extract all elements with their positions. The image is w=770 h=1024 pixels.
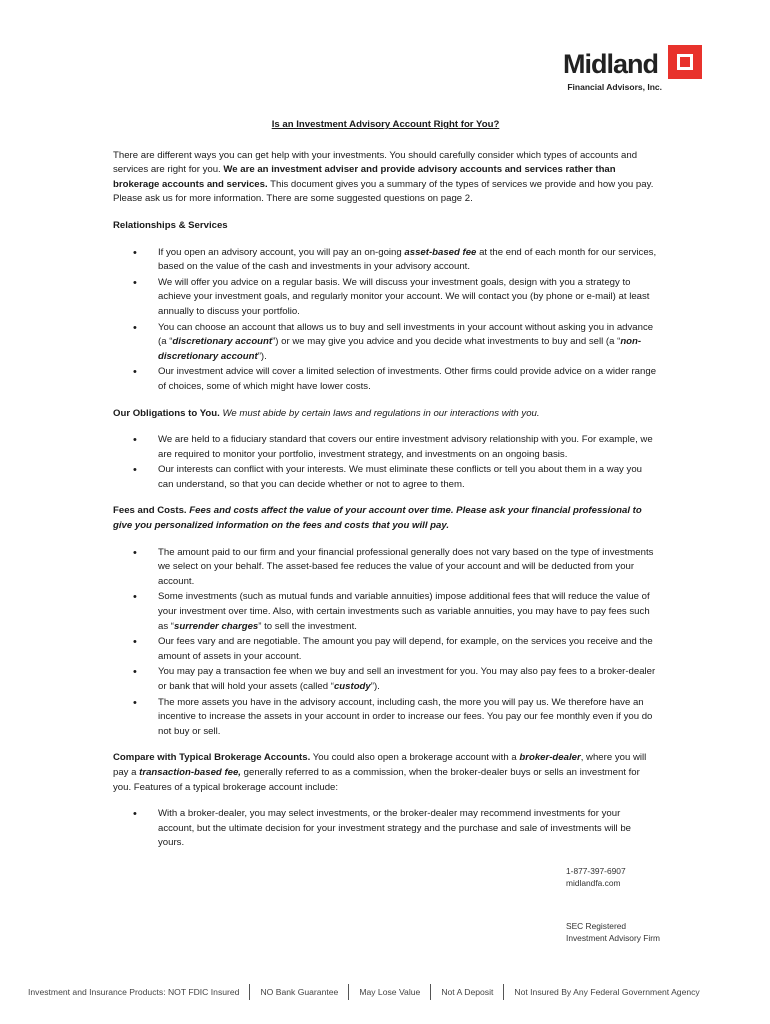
list-item: • The more assets you have in the advisory account, including cash, the more you will pay us. We therefore have an incentive to increase the assets in your account in order to increase our fees. You pay our fee monthly even if you do not buy or sell. (113, 696, 658, 740)
item-text: ”). (370, 681, 380, 692)
item-text: If you open an advisory account, you will pay an on-going (158, 246, 405, 258)
compare-text: generally referred to as a commission, when the broker-dealer buys or sells an investment for you. Features of a typical brokerage account include: (113, 766, 640, 793)
footer-divider (249, 984, 250, 1000)
document-title: Is an Investment Advisory Account Right for You? (271, 119, 500, 130)
phone-number: 1-877-397-6907 (566, 866, 626, 876)
document-body (113, 118, 658, 863)
compare-heading: Compare with Typical Brokerage Accounts. (113, 752, 311, 764)
footer-item: Investment and Insurance Products: NOT FDIC Insured (28, 987, 240, 997)
item-text: ”). (257, 350, 267, 362)
list-item (113, 321, 658, 365)
item-text: at the end of each month for our services, based on the value of the cash and investments in your advisory account. (158, 246, 657, 273)
sec-registration (566, 920, 660, 944)
list-item: • We are held to a fiduciary standard that covers our entire investment advisory relationship with you. For example, we are required to monitor your portfolio, investment strategy, and investments on an ongoing basis. (113, 433, 658, 462)
item-emphasis: surrender charges (174, 620, 259, 632)
list-item: • The amount paid to our firm and your financial professional generally does not vary based on the type of investments we select on your behalf. The asset-based fee reduces the value of your account and will be deducted from your account. (113, 546, 658, 590)
item-emphasis: non-discretionary account (158, 336, 642, 362)
item-emphasis: custody (333, 681, 371, 692)
item-emphasis: asset-based fee (404, 246, 477, 258)
logo-wordmark: Midland (563, 49, 658, 79)
item-emphasis: discretionary account (172, 336, 273, 348)
relationships-heading: Relationships & Services (113, 219, 228, 231)
fees-list (113, 546, 658, 740)
fees-subtitle: Fees and costs affect the value of your account over time. Please ask your financial professional to give you personalized information on the fees and costs that you will pay. (113, 505, 642, 532)
footer-divider (348, 984, 349, 1000)
obligations-heading-line (113, 407, 658, 422)
list-item (113, 590, 658, 634)
item-text: You may pay a transaction fee when we buy and sell an investment for you. You may also pay fees to a broker-dealer or bank that will hold your assets (called “ (158, 666, 656, 692)
list-item: • With a broker-dealer, you may select investments, or the broker-dealer may recommend investments for your account, but the ultimate decision for your investment strategy and the purchase and sale of investments will be yours. (113, 807, 658, 851)
list-item: • Our fees vary and are negotiable. The amount you pay will depend, for example, on the services you receive and the amount of assets in your account. (113, 635, 658, 664)
compare-paragraph (113, 751, 658, 795)
sec-line-2: Investment Advisory Firm (566, 933, 661, 943)
footer-item: Not A Deposit (441, 987, 494, 997)
intro-paragraph (113, 149, 658, 207)
obligations-subtitle: We must abide by certain laws and regulations in our interactions with you. (219, 407, 540, 419)
footer-divider (430, 984, 431, 1000)
footer-item: May Lose Value (359, 987, 421, 997)
fees-heading-line (113, 504, 658, 533)
obligations-list (113, 433, 658, 492)
compare-emphasis: broker-dealer (519, 752, 581, 764)
contact-block (566, 865, 626, 889)
footer-divider (503, 984, 504, 1000)
compare-text: , where you will pay a (113, 752, 647, 778)
logo-square-icon (668, 45, 702, 79)
list-item: • Our interests can conflict with your interests. We must eliminate these conflicts or tell you about them in a way you can understand, so that you can decide whether or not to agree to them. (113, 463, 658, 492)
list-item: • Our investment advice will cover a limited selection of investments. Other firms could provide advice on a wider range of choices, some of which might have lower costs. (113, 365, 658, 394)
obligations-heading: Our Obligations to You. (113, 407, 220, 419)
compare-list (113, 807, 658, 851)
intro-bold: We are an investment adviser and provide advisory accounts and services rather than brokerage accounts and services. (113, 164, 616, 190)
company-logo (502, 45, 702, 95)
disclosure-footer (28, 984, 748, 1000)
item-text: You can choose an account that allows us to buy and sell investments in your account without asking you in advance (a “ (158, 321, 654, 348)
intro-text: There are different ways you can get help with your investments. You should carefully consider which types of accounts and services are right for you. (113, 149, 638, 176)
website-link[interactable]: midlandfa.com (566, 878, 621, 888)
footer-item: Not Insured By Any Federal Government Agency (514, 987, 700, 997)
item-text: ”) or we may give you advice and you decide what investments to buy and sell (a “ (272, 336, 621, 348)
intro-text-2: This document gives you a summary of the types of services we provide and how you pay. Please ask us for more information. There are some suggested questions on page 2. (113, 178, 654, 205)
relationships-list (113, 246, 658, 395)
sec-line-1: SEC Registered (566, 921, 627, 931)
list-item: • We will offer you advice on a regular basis. We will discuss your investment goals, design with you a strategy to achieve your investment goals, and regularly monitor your account. We will contact you (by phone or e-mail) at least annually to discuss your portfolio. (113, 276, 658, 320)
logo-subtitle: Financial Advisors, Inc. (567, 82, 662, 92)
item-text: ” to sell the investment. (258, 620, 357, 632)
list-item (113, 246, 658, 275)
item-text: Some investments (such as mutual funds and variable annuities) impose additional fees that will reduce the value of your investment over time. Also, with certain investments such as variable annuities, you may have to pay fees such as “ (158, 591, 650, 632)
compare-emphasis: transaction-based fee, (139, 766, 241, 778)
fees-heading: Fees and Costs. (113, 505, 187, 517)
list-item (113, 665, 658, 694)
footer-item: NO Bank Guarantee (260, 987, 339, 997)
compare-text: You could also open a brokerage account with a (310, 752, 520, 764)
